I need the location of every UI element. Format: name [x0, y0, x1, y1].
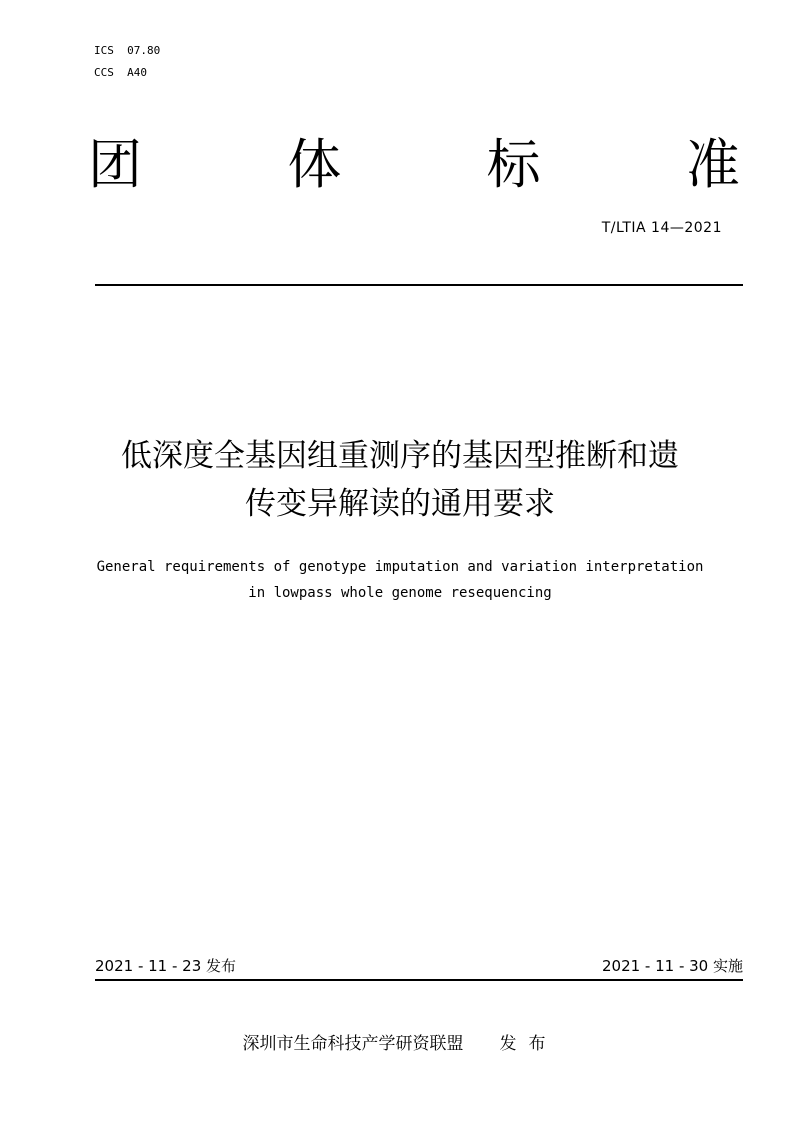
bottom-divider [95, 979, 743, 981]
publish-date: 2021 - 11 - 23 发布 [95, 957, 237, 975]
english-title [40, 554, 760, 606]
issuer-name: 深圳市生命科技产学研资联盟 [242, 1034, 464, 1054]
chinese-title [60, 432, 740, 528]
doc-type-char-4: 准 [685, 133, 740, 196]
standard-number: T/LTIA 14—2021 [601, 220, 722, 236]
english-title-line-2: in lowpass whole genome resequencing [248, 585, 552, 601]
top-divider [95, 284, 743, 286]
doc-type-char-1: 团 [88, 133, 142, 196]
implement-date: 2021 - 11 - 30 实施 [601, 957, 743, 975]
classification-codes [94, 40, 160, 84]
english-title-line-1: General requirements of genotype imputation and variation interpretation [96, 559, 704, 575]
ccs-code: CCS A40 [94, 66, 147, 79]
dates-row [95, 956, 743, 976]
issuer-line [0, 1032, 800, 1056]
document-type-heading [88, 132, 740, 198]
doc-type-char-3: 标 [486, 133, 541, 196]
issuer-action: 发布 [499, 1034, 558, 1054]
doc-type-char-2: 体 [287, 133, 342, 196]
ics-code: ICS 07.80 [94, 44, 161, 57]
chinese-title-line-2: 传变异解读的通用要求 [245, 486, 555, 522]
chinese-title-line-1: 低深度全基因组重测序的基因型推断和遗 [121, 438, 679, 474]
